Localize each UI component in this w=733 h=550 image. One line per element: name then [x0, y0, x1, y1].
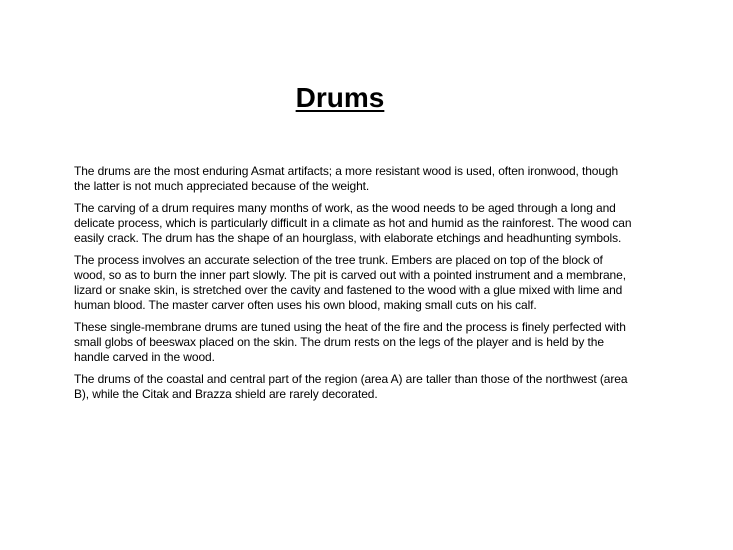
paragraph-1: The drums are the most enduring Asmat artifacts; a more resistant wood is used, often ironwood, though the latter is not much appreciated because of the weight. — [74, 164, 619, 193]
paragraph-5: The drums of the coastal and central part of the region (area A) are taller than those of the northwest (area B), while the Citak and Brazza shield are rarely decorated. — [74, 372, 628, 401]
paragraph-3: The process involves an accurate selection of the tree trunk. Embers are placed on top of the block of wood, so as to burn the inner part slowly. The pit is carved out with a pointed instrument and a membrane, lizard or snake skin, is stretched over the cavity and fastened to the wood with a glue mixed with lime and human blood. The master carver often uses his own blood, making small cuts on his calf. — [74, 253, 626, 312]
paragraph-4: These single-membrane drums are tuned using the heat of the fire and the process is finely perfected with small globs of beeswax placed on the skin. The drum rests on the legs of the player and is held by the handle carved in the wood. — [74, 320, 626, 364]
paragraph-2: The carving of a drum requires many months of work, as the wood needs to be aged through a long and delicate process, which is particularly difficult in a climate as hot and humid as the rainforest. The wood can easily crack. The drum has the shape of an hourglass, with elaborate etchings and headhunting symbols. — [74, 201, 632, 245]
slide-body — [74, 164, 634, 409]
slide-title: Drums — [295, 82, 385, 113]
